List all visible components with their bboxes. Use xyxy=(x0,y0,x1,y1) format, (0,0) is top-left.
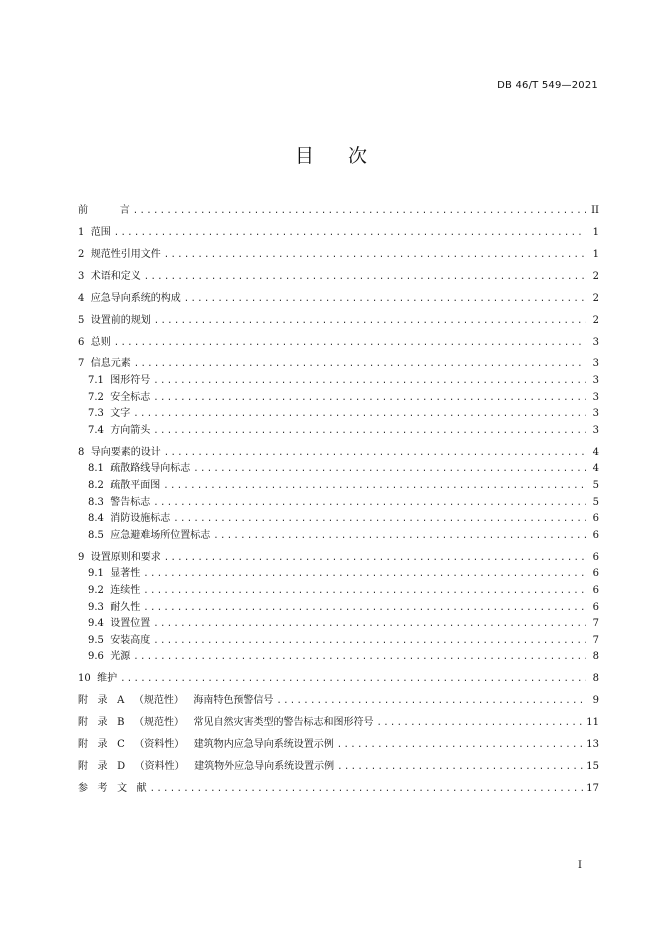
toc-leader-dots xyxy=(337,761,583,773)
toc-leader-dots xyxy=(143,602,586,614)
toc-entry-label: 7.1 图形符号 xyxy=(88,375,151,387)
toc-entry[interactable] xyxy=(78,354,599,371)
toc-leader-dots xyxy=(276,695,586,707)
toc-entry-label: 1 范围 xyxy=(78,226,111,238)
toc-entry-label: 4 应急导向系统的构成 xyxy=(78,292,181,304)
toc-leader-dots xyxy=(114,227,586,239)
toc-leader-dots xyxy=(143,585,586,597)
toc-subentry[interactable] xyxy=(78,404,599,421)
toc-subentry[interactable] xyxy=(78,387,599,404)
toc-leader-dots xyxy=(164,552,586,564)
toc-entry-label: 7.2 安全标志 xyxy=(88,391,151,403)
toc-entry[interactable] xyxy=(78,244,599,261)
toc-leader-dots xyxy=(377,717,584,729)
toc-subentry[interactable] xyxy=(78,475,599,492)
toc-subentry[interactable] xyxy=(78,564,599,581)
toc-entry-label: 前 言 xyxy=(78,204,130,216)
toc-entry-page: 2 xyxy=(592,270,599,282)
document-code: DB 46/T 549—2021 xyxy=(497,80,598,91)
toc-entry-page: 4 xyxy=(592,446,599,458)
toc-entry-page: 17 xyxy=(586,783,599,795)
toc-entry-label: 8.3 警告标志 xyxy=(88,496,151,508)
toc-entry[interactable] xyxy=(78,669,599,686)
toc-entry-page: 8 xyxy=(592,673,599,685)
toc-entry-page: 3 xyxy=(592,375,599,387)
toc-entry-label: 6 总则 xyxy=(78,336,111,348)
toc-entry[interactable] xyxy=(78,713,599,730)
toc-entry-label: 8.1 疏散路线导向标志 xyxy=(88,463,191,475)
toc-subentry[interactable] xyxy=(78,370,599,387)
toc-leader-dots xyxy=(153,635,586,647)
toc-entry-page: 6 xyxy=(592,568,599,580)
toc-entry-label: 8.4 消防设施标志 xyxy=(88,513,171,525)
toc-leader-dots xyxy=(143,568,586,580)
toc-entry-label: 附 录 B （规范性） 常见自然灾害类型的警告标志和图形符号 xyxy=(78,717,374,729)
toc-entry-page: 8 xyxy=(592,651,599,663)
toc-entry[interactable] xyxy=(78,288,599,305)
toc-entry-label: 2 规范性引用文件 xyxy=(78,248,161,260)
toc-leader-dots xyxy=(153,497,586,509)
toc-leader-dots xyxy=(120,673,586,685)
toc-entry[interactable] xyxy=(78,332,599,349)
toc-entry-page: 2 xyxy=(592,314,599,326)
toc-entry-label: 附 录 C （资料性） 建筑物内应急导向系统设置示例 xyxy=(78,739,334,751)
toc-entry-label: 9.6 光源 xyxy=(88,651,131,663)
toc-entry-label: 附 录 A （规范性） 海南特色预警信号 xyxy=(78,695,274,707)
toc-entry-page: 7 xyxy=(592,618,599,630)
toc-leader-dots xyxy=(153,392,586,404)
toc-entry-page: 1 xyxy=(592,226,599,238)
toc-entry[interactable] xyxy=(78,442,599,459)
toc-entry-page: 15 xyxy=(586,761,599,773)
toc-entry-page: 2 xyxy=(592,292,599,304)
toc-entry-label: 8.5 应急避难场所位置标志 xyxy=(88,529,211,541)
toc-leader-dots xyxy=(133,408,586,420)
toc-entry-page: 7 xyxy=(592,634,599,646)
toc-subentry[interactable] xyxy=(78,509,599,526)
toc-entry[interactable] xyxy=(78,200,599,217)
toc-leader-dots xyxy=(184,293,586,305)
toc-subentry[interactable] xyxy=(78,647,599,664)
toc-entry-label: 9.2 连续性 xyxy=(88,584,141,596)
toc-entry-page: 3 xyxy=(592,358,599,370)
page-number: I xyxy=(578,860,582,871)
toc-subentry[interactable] xyxy=(78,580,599,597)
toc-entry-label: 附 录 D （资料性） 建筑物外应急导向系统设置示例 xyxy=(78,761,335,773)
toc-entry-label: 3 术语和定义 xyxy=(78,270,141,282)
toc-entry-page: 6 xyxy=(592,584,599,596)
toc-leader-dots xyxy=(193,463,586,475)
toc-entry-label: 9.3 耐久性 xyxy=(88,601,141,613)
toc-entry-page: 3 xyxy=(592,391,599,403)
toc-leader-dots xyxy=(163,480,586,492)
toc-entry-label: 5 设置前的规划 xyxy=(78,314,151,326)
toc-entry[interactable] xyxy=(78,310,599,327)
toc-leader-dots xyxy=(337,739,583,751)
toc-subentry[interactable] xyxy=(78,420,599,437)
toc-entry-page: 6 xyxy=(592,529,599,541)
toc-leader-dots xyxy=(150,783,584,795)
toc-subentry[interactable] xyxy=(78,492,599,509)
toc-leader-dots xyxy=(144,271,586,283)
toc-entry-page: 4 xyxy=(592,463,599,475)
page-title xyxy=(0,141,662,168)
title-char-1: 目 xyxy=(294,145,314,167)
toc-entry-page: 3 xyxy=(592,408,599,420)
toc-entry[interactable] xyxy=(78,222,599,239)
toc-entry-page: 6 xyxy=(592,513,599,525)
toc-entry-label: 7 信息元素 xyxy=(78,358,131,370)
toc-subentry[interactable] xyxy=(78,614,599,631)
toc-entry-page: 9 xyxy=(592,695,599,707)
toc-entry-label: 9.4 设置位置 xyxy=(88,618,151,630)
toc-entry-label: 7.3 文字 xyxy=(88,408,131,420)
toc-subentry[interactable] xyxy=(78,525,599,542)
toc-subentry[interactable] xyxy=(78,630,599,647)
toc-subentry[interactable] xyxy=(78,597,599,614)
title-char-2: 次 xyxy=(348,145,368,167)
toc-entry[interactable] xyxy=(78,266,599,283)
toc-leader-dots xyxy=(153,375,586,387)
toc-entry-page: 11 xyxy=(586,717,599,729)
toc-entry-label: 8 导向要素的设计 xyxy=(78,446,161,458)
toc-leader-dots xyxy=(133,651,586,663)
toc-leader-dots xyxy=(114,337,586,349)
toc-entry-page: 1 xyxy=(592,248,599,260)
toc-entry-page: II xyxy=(591,204,599,216)
toc-leader-dots xyxy=(164,447,586,459)
toc-entry[interactable] xyxy=(78,547,599,564)
toc-entry[interactable] xyxy=(78,757,599,774)
toc-leader-dots xyxy=(153,425,586,437)
toc-leader-dots xyxy=(133,205,586,217)
toc-leader-dots xyxy=(134,358,586,370)
toc-entry-label: 7.4 方向箭头 xyxy=(88,424,151,436)
toc-subentry[interactable] xyxy=(78,459,599,476)
toc-entry[interactable] xyxy=(78,735,599,752)
toc-leader-dots xyxy=(173,513,586,525)
toc-entry-label: 参 考 文 献 xyxy=(78,783,147,795)
toc-leader-dots xyxy=(153,618,586,630)
toc-entry-page: 5 xyxy=(592,496,599,508)
toc-entry-page: 5 xyxy=(592,480,599,492)
toc-leader-dots xyxy=(213,530,586,542)
toc-entry-label: 8.2 疏散平面图 xyxy=(88,480,161,492)
toc-entry-page: 6 xyxy=(592,551,599,563)
toc-entry-page: 13 xyxy=(586,739,599,751)
toc-entry-page: 3 xyxy=(592,336,599,348)
toc-leader-dots xyxy=(164,249,586,261)
toc-entry-label: 9.1 显著性 xyxy=(88,568,141,580)
toc-entry-label: 10 维护 xyxy=(78,673,118,685)
table-of-contents xyxy=(78,200,599,795)
toc-entry[interactable] xyxy=(78,691,599,708)
toc-entry[interactable] xyxy=(78,779,599,796)
toc-entry-page: 6 xyxy=(592,601,599,613)
toc-entry-label: 9.5 安装高度 xyxy=(88,634,151,646)
toc-leader-dots xyxy=(154,315,586,327)
toc-entry-page: 3 xyxy=(592,424,599,436)
toc-entry-label: 9 设置原则和要求 xyxy=(78,551,161,563)
